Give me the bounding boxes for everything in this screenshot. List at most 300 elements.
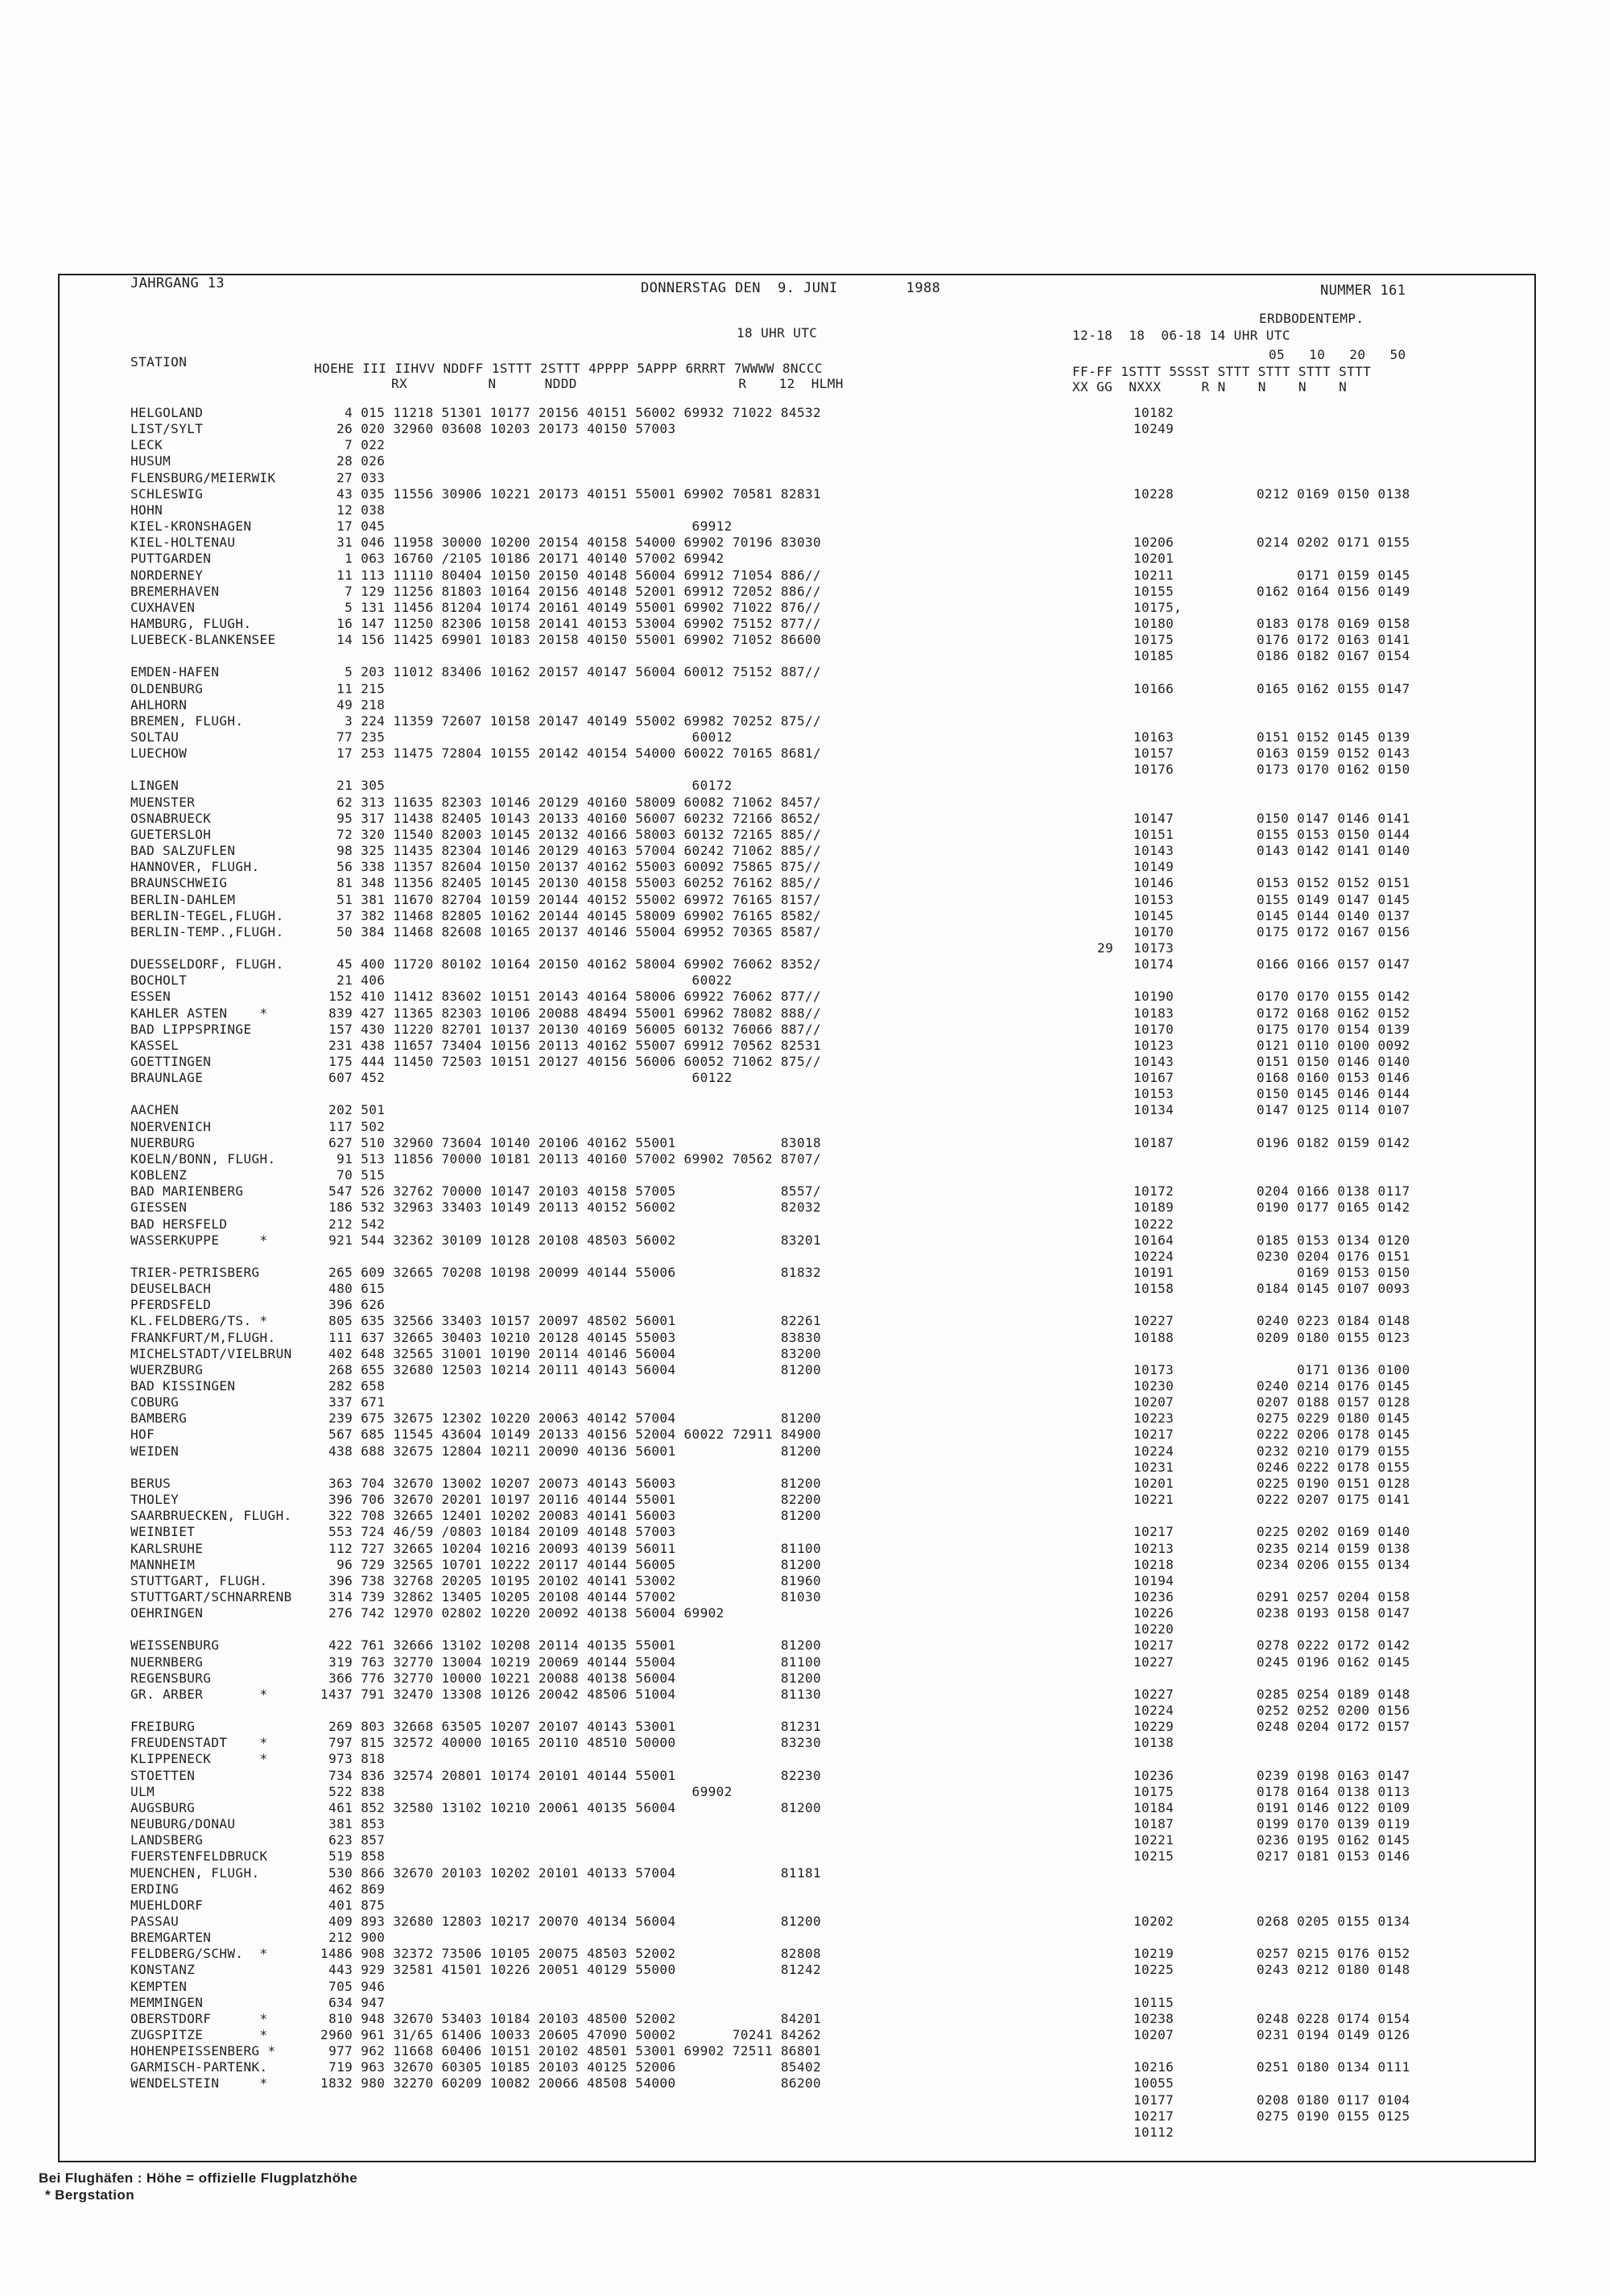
station-values: 17 045 69912 [312,518,733,535]
pressure-value: 10155 [1133,583,1174,599]
station-name: BAD LIPPSPRINGE [130,1021,252,1037]
soil-temperatures: 0145 0144 0140 0137 [1257,907,1410,923]
soil-temperatures: 0151 0152 0145 0139 [1257,729,1410,745]
station-values: 175 444 11450 72503 10151 20127 40156 56006 60052 71062 875// [312,1054,822,1069]
soil-temperatures: 0162 0164 0156 0149 [1257,583,1410,599]
pressure-value: 10143 [1133,1054,1174,1069]
header-main-codes: HOEHE III IIHVV NDDFF 1STTT 2STTT 4PPPP 5APPP 6RRRT 7WWWW 8NCCC [314,361,824,376]
station-name: OEHRINGEN [130,1605,204,1621]
station-name: CUXHAVEN [130,599,196,615]
pressure-value: 10231 [1133,1459,1174,1475]
station-name: STUTTGART, FLUGH. [130,1572,268,1588]
soil-temperatures: 0232 0210 0179 0155 [1257,1443,1410,1459]
station-values: 366 776 32770 10000 10221 20088 40138 56004 81200 [312,1670,822,1686]
soil-temperatures: 0150 0147 0146 0141 [1257,810,1410,826]
soil-temperatures: 0176 0172 0163 0141 [1257,632,1410,648]
soil-temperatures: 0251 0180 0134 0111 [1257,2059,1410,2075]
pressure-value: 10055 [1133,2075,1174,2092]
soil-temperatures: 0234 0206 0155 0134 [1257,1556,1410,1572]
soil-temperatures: 0278 0222 0172 0142 [1257,1637,1410,1654]
soil-temperatures: 0225 0190 0151 0128 [1257,1475,1410,1491]
station-name: HELGOLAND [130,405,204,420]
pressure-value: 10183 [1133,1005,1174,1021]
station-name: AACHEN [130,1102,180,1118]
station-name: GOETTINGEN [130,1054,212,1069]
station-values: 28 026 [312,453,386,469]
station-values: 1 063 16760 /2105 10186 20171 40140 57002 69942 [312,551,724,567]
header-right-subcodes: XX GG NXXX R N N N N [1072,379,1348,394]
soil-temperatures: 0217 0181 0153 0146 [1257,1848,1410,1864]
station-values: 623 857 [312,1832,386,1848]
soil-temperatures: 0207 0188 0157 0128 [1257,1394,1410,1410]
soil-temperatures: 0238 0193 0158 0147 [1257,1605,1410,1621]
station-values: 276 742 12970 02802 10220 20092 40138 56004 69902 [312,1605,724,1621]
soil-temperatures: 0150 0145 0146 0144 [1257,1086,1410,1102]
station-values: 21 305 60172 [312,778,733,794]
station-name: WASSERKUPPE * [130,1232,268,1248]
pressure-value: 10236 [1133,1588,1174,1604]
station-values: 322 708 32665 12401 10202 20083 40141 56003 81200 [312,1508,822,1524]
pressure-value: 10167 [1133,1070,1174,1086]
soil-temperatures: 0236 0195 0162 0145 [1257,1832,1410,1848]
issue-date: DONNERSTAG DEN 9. JUNI 1988 [641,280,941,296]
station-values: 51 381 11670 82704 10159 20144 40152 55002 69972 76165 8157/ [312,891,822,907]
station-name: NUERNBERG [130,1654,204,1670]
pressure-value: 10153 [1133,891,1174,907]
station-name: BREMEN, FLUGH. [130,712,244,729]
station-values: 3 224 11359 72607 10158 20147 40149 55002 69982 70252 875// [312,712,822,729]
station-values: 7 022 [312,437,386,453]
station-name: BERLIN-DAHLEM [130,891,236,907]
station-values: 337 671 [312,1394,386,1410]
station-name: GARMISCH-PARTENK. [130,2059,268,2075]
pressure-value: 10230 [1133,1378,1174,1394]
station-values: 98 325 11435 82304 10146 20129 40163 57004 60242 71062 885// [312,843,822,859]
station-values: 567 685 11545 43604 10149 20133 40156 52004 60022 72911 84900 [312,1427,822,1443]
station-name: BERUS [130,1475,171,1491]
soil-temperatures: 0165 0162 0155 0147 [1257,680,1410,696]
station-name: BAD MARIENBERG [130,1183,244,1200]
pressure-value: 10163 [1133,729,1174,745]
station-name: FLENSBURG/MEIERWIK [130,469,276,485]
station-name: MUEHLDORF [130,1897,204,1913]
header-erdbodentemp: ERDBODENTEMP. [1259,311,1364,326]
station-values: 705 946 [312,1978,386,1994]
station-values: 49 218 [312,696,386,712]
pressure-value: 10217 [1133,2108,1174,2124]
pressure-value: 10201 [1133,1475,1174,1491]
station-name: BERLIN-TEGEL,FLUGH. [130,907,284,923]
station-name: BOCHOLT [130,972,188,989]
station-name: AHLHORN [130,696,188,712]
soil-temperatures: 0175 0172 0167 0156 [1257,923,1410,939]
soil-temperatures: 0222 0206 0178 0145 [1257,1427,1410,1443]
station-name: BREMERHAVEN [130,583,220,599]
station-values: 16 147 11250 82306 10158 20141 40153 53004 69902 75152 877// [312,615,822,631]
station-values: 268 655 32680 12503 10214 20111 40143 56004 81200 [312,1361,822,1377]
pressure-value: 10228 [1133,485,1174,502]
station-values: 462 869 [312,1881,386,1897]
soil-temperatures: 0173 0170 0162 0150 [1257,762,1410,778]
pressure-value: 10219 [1133,1946,1174,1962]
station-name: WENDELSTEIN * [130,2075,268,2092]
station-name: MEMMINGEN [130,1994,204,2010]
station-name: KIEL-HOLTENAU [130,535,236,551]
pressure-value: 10236 [1133,1767,1174,1783]
station-name: ERDING [130,1881,180,1897]
station-name: SAARBRUECKEN, FLUGH. [130,1508,292,1524]
station-values: 265 609 32665 70208 10198 20099 40144 55006 81832 [312,1264,822,1280]
station-values: 17 253 11475 72804 10155 20142 40154 54000 60022 70165 8681/ [312,745,822,762]
station-values: 11 215 [312,680,386,696]
station-name: KAHLER ASTEN * [130,1005,268,1021]
header-18-uhr-utc: 18 UHR UTC [737,325,818,341]
soil-temperatures: 0268 0205 0155 0134 [1257,1913,1410,1929]
pressure-value: 10222 [1133,1216,1174,1232]
station-name: BAD HERSFELD [130,1216,228,1232]
header-right-codes: FF-FF 1STTT 5SSST STTT STTT STTT STTT [1072,364,1372,379]
station-values: 1486 908 32372 73506 10105 20075 48503 52002 82808 [312,1946,822,1962]
soil-temperatures: 0175 0170 0154 0139 [1257,1021,1410,1037]
pressure-value: 10177 [1133,2092,1174,2108]
station-values: 231 438 11657 73404 10156 20113 40162 55007 69912 70562 82531 [312,1037,822,1053]
station-name: STUTTGART/SCHNARRENB [130,1588,292,1604]
station-values: 202 501 [312,1102,386,1118]
soil-temperatures: 0231 0194 0149 0126 [1257,2027,1410,2042]
station-values: 810 948 32670 53403 10184 20103 48500 52002 84201 [312,2010,822,2026]
pressure-value: 10170 [1133,923,1174,939]
soil-temperatures: 0185 0153 0134 0120 [1257,1232,1410,1248]
station-values: 797 815 32572 40000 10165 20110 48510 50000 83230 [312,1735,822,1751]
pressure-value: 10174 [1133,956,1174,972]
station-name: BAD KISSINGEN [130,1378,236,1394]
station-name: FREIBURG [130,1719,196,1735]
station-values: 977 962 11668 60406 10151 20102 48501 53001 69902 72511 86801 [312,2043,822,2059]
pressure-value: 10149 [1133,859,1174,875]
station-name: MUENCHEN, FLUGH. [130,1864,260,1881]
station-values: 396 738 32768 20205 10195 20102 40141 53002 81960 [312,1572,822,1588]
soil-temperatures: 0212 0169 0150 0138 [1257,485,1410,502]
station-values: 27 033 [312,469,386,485]
pressure-value: 10221 [1133,1832,1174,1848]
soil-temperatures: 0169 0153 0150 [1257,1264,1410,1280]
station-values: 62 313 11635 82303 10146 20129 40160 58009 60082 71062 8457/ [312,794,822,810]
station-values: 402 648 32565 31001 10190 20114 40146 56004 83200 [312,1345,822,1361]
pressure-value: 10207 [1133,2027,1174,2042]
soil-temperatures: 0143 0142 0141 0140 [1257,843,1410,859]
station-name: ESSEN [130,989,171,1005]
soil-temperatures: 0245 0196 0162 0145 [1257,1654,1410,1670]
station-name: TRIER-PETRISBERG [130,1264,260,1280]
station-values: 56 338 11357 82604 10150 20137 40162 55003 60092 75865 875// [312,859,822,875]
pressure-value: 10134 [1133,1102,1174,1118]
pressure-value: 10227 [1133,1313,1174,1329]
jahrgang: JAHRGANG 13 [130,275,225,291]
soil-temperatures: 0121 0110 0100 0092 [1257,1037,1410,1053]
station-values: 112 727 32665 10204 10216 20093 40139 56011 81100 [312,1540,822,1556]
header-depths: 05 10 20 50 [1269,347,1406,362]
station-name: KASSEL [130,1037,180,1053]
station-name: LINGEN [130,778,180,794]
station-name: KIEL-KRONSHAGEN [130,518,252,535]
soil-temperatures: 0275 0190 0155 0125 [1257,2108,1410,2124]
station-values: 461 852 32580 13102 10210 20061 40135 56004 81200 [312,1799,822,1815]
station-values: 186 532 32963 33403 10149 20113 40152 56002 82032 [312,1200,822,1216]
station-values: 401 875 [312,1897,386,1913]
station-name: KOELN/BONN, FLUGH. [130,1150,276,1167]
pressure-value: 10207 [1133,1394,1174,1410]
pressure-value: 10201 [1133,551,1174,567]
soil-temperatures: 0235 0214 0159 0138 [1257,1540,1410,1556]
station-name: ULM [130,1783,155,1799]
station-name: GR. ARBER * [130,1686,268,1702]
station-values: 530 866 32670 20103 10202 20101 40133 57004 81181 [312,1864,822,1881]
station-values: 81 348 11356 82405 10145 20130 40158 55003 60252 76162 885// [312,875,822,891]
pressure-value: 10115 [1133,1994,1174,2010]
station-name: REGENSBURG [130,1670,212,1686]
soil-temperatures: 0184 0145 0107 0093 [1257,1281,1410,1297]
pressure-value: 10217 [1133,1637,1174,1654]
soil-temperatures: 0239 0198 0163 0147 [1257,1767,1410,1783]
pressure-value: 10224 [1133,1248,1174,1264]
station-name: BAMBERG [130,1410,188,1427]
station-values: 973 818 [312,1751,386,1767]
pressure-value: 10215 [1133,1848,1174,1864]
station-values: 239 675 32675 12302 10220 20063 40142 57004 81200 [312,1410,822,1427]
station-name: COBURG [130,1394,180,1410]
pressure-value: 10189 [1133,1200,1174,1216]
station-values: 363 704 32670 13002 10207 20073 40143 56003 81200 [312,1475,822,1491]
soil-temperatures: 0222 0207 0175 0141 [1257,1492,1410,1508]
pressure-value: 10164 [1133,1232,1174,1248]
pressure-value: 10190 [1133,989,1174,1005]
station-name: SOLTAU [130,729,180,745]
station-values: 480 615 [312,1281,386,1297]
pressure-value: 10217 [1133,1524,1174,1540]
pressure-value: 10249 [1133,421,1174,437]
pressure-value: 10182 [1133,405,1174,420]
ff-value: 29 [1097,939,1114,956]
station-values: 553 724 46/59 /0803 10184 20109 40148 57003 [312,1524,676,1540]
pressure-value: 10238 [1133,2010,1174,2026]
station-values: 1437 791 32470 13308 10126 20042 48506 51004 81130 [312,1686,822,1702]
station-name: FELDBERG/SCHW. * [130,1946,268,1962]
soil-temperatures: 0151 0150 0146 0140 [1257,1054,1410,1069]
station-values: 45 400 11720 80102 10164 20150 40162 58004 69902 76062 8352/ [312,956,822,972]
pressure-value: 10225 [1133,1962,1174,1978]
station-values: 522 838 69902 [312,1783,733,1799]
station-name: LIST/SYLT [130,421,204,437]
pressure-value: 10112 [1133,2124,1174,2140]
station-values: 152 410 11412 83602 10151 20143 40164 58006 69922 76062 877// [312,989,822,1005]
station-values: 212 542 [312,1216,386,1232]
pressure-value: 10157 [1133,745,1174,762]
pressure-value: 10227 [1133,1654,1174,1670]
station-values: 14 156 11425 69901 10183 20158 40150 55001 69902 71052 86600 [312,632,822,648]
station-name: BREMGARTEN [130,1930,212,1946]
station-name: OBERSTDORF * [130,2010,268,2026]
soil-temperatures: 0155 0153 0150 0144 [1257,826,1410,842]
station-values: 547 526 32762 70000 10147 20103 40158 57005 8557/ [312,1183,822,1200]
pressure-value: 10180 [1133,615,1174,631]
soil-temperatures: 0168 0160 0153 0146 [1257,1070,1410,1086]
soil-temperatures: 0178 0164 0138 0113 [1257,1783,1410,1799]
station-name: NOERVENICH [130,1118,212,1134]
station-name: LECK [130,437,163,453]
pressure-value: 10143 [1133,843,1174,859]
station-values: 396 626 [312,1297,386,1313]
station-values: 26 020 32960 03608 10203 20173 40150 57003 [312,421,676,437]
soil-temperatures: 0291 0257 0204 0158 [1257,1588,1410,1604]
station-values: 2960 961 31/65 61406 10033 20605 47090 50002 70241 84262 [312,2027,822,2042]
station-values: 37 382 11468 82805 10162 20144 40145 58009 69902 76165 8582/ [312,907,822,923]
pressure-value: 10175 [1133,632,1174,648]
pressure-value: 10147 [1133,810,1174,826]
soil-temperatures: 0208 0180 0117 0104 [1257,2092,1410,2108]
station-values: 319 763 32770 13004 10219 20069 40144 55004 81100 [312,1654,822,1670]
pressure-value: 10185 [1133,648,1174,664]
station-name: NORDERNEY [130,567,204,583]
station-name: OLDENBURG [130,680,204,696]
soil-temperatures: 0190 0177 0165 0142 [1257,1200,1410,1216]
soil-temperatures: 0163 0159 0152 0143 [1257,745,1410,762]
station-values: 95 317 11438 82405 10143 20133 40160 56007 60232 72166 8652/ [312,810,822,826]
station-values: 7 129 11256 81803 10164 20156 40148 52001 69912 72052 886// [312,583,822,599]
station-name: KARLSRUHE [130,1540,204,1556]
station-values: 4 015 11218 51301 10177 20156 40151 56002 69932 71022 84532 [312,405,822,420]
station-name: BERLIN-TEMP.,FLUGH. [130,923,284,939]
station-name: HUSUM [130,453,171,469]
soil-temperatures: 0248 0204 0172 0157 [1257,1719,1410,1735]
station-values: 50 384 11468 82608 10165 20137 40146 55004 69952 70365 8587/ [312,923,822,939]
soil-temperatures: 0243 0212 0180 0148 [1257,1962,1410,1978]
station-name: FRANKFURT/M,FLUGH. [130,1329,276,1345]
station-values: 117 502 [312,1118,386,1134]
station-name: NEUBURG/DONAU [130,1816,236,1832]
station-name: KONSTANZ [130,1962,196,1978]
station-values: 269 803 32668 63505 10207 20107 40143 53001 81231 [312,1719,822,1735]
pressure-value: 10220 [1133,1621,1174,1637]
station-name: KLIPPENECK * [130,1751,268,1767]
station-name: BRAUNSCHWEIG [130,875,228,891]
pressure-value: 10173 [1133,1361,1174,1377]
pressure-value: 10229 [1133,1719,1174,1735]
station-values: 734 836 32574 20801 10174 20101 40144 55001 82230 [312,1767,822,1783]
soil-temperatures: 0186 0182 0167 0154 [1257,648,1410,664]
pressure-value: 10151 [1133,826,1174,842]
station-values: 1832 980 32270 60209 10082 20066 48508 54000 86200 [312,2075,822,2092]
pressure-value: 10146 [1133,875,1174,891]
station-values: 921 544 32362 30109 10128 20108 48503 56002 83201 [312,1232,822,1248]
pressure-value: 10206 [1133,535,1174,551]
station-name: KOBLENZ [130,1167,188,1183]
pressure-value: 10202 [1133,1913,1174,1929]
soil-temperatures: 0171 0136 0100 [1257,1361,1410,1377]
station-name: LUECHOW [130,745,188,762]
soil-temperatures: 0166 0166 0157 0147 [1257,956,1410,972]
footnote-bergstation: * Bergstation [45,2187,134,2203]
soil-temperatures: 0252 0252 0200 0156 [1257,1703,1410,1718]
station-name: SCHLESWIG [130,485,204,502]
station-name: KL.FELDBERG/TS. * [130,1313,268,1329]
station-name: HAMBURG, FLUGH. [130,615,252,631]
station-name: THOLEY [130,1492,180,1508]
station-values: 839 427 11365 82303 10106 20088 48494 55001 69962 78082 888// [312,1005,822,1021]
station-values: 111 637 32665 30403 10210 20128 40145 55003 83830 [312,1329,822,1345]
footnote-airports: Bei Flughäfen : Höhe = offizielle Flugplatzhöhe [39,2170,358,2186]
pressure-value: 10211 [1133,567,1174,583]
soil-temperatures: 0230 0204 0176 0151 [1257,1248,1410,1264]
soil-temperatures: 0214 0202 0171 0155 [1257,535,1410,551]
pressure-value: 10145 [1133,907,1174,923]
station-name: HOHENPEISSENBERG * [130,2043,276,2059]
soil-temperatures: 0183 0178 0169 0158 [1257,615,1410,631]
pressure-value: 10153 [1133,1086,1174,1102]
pressure-value: 10191 [1133,1264,1174,1280]
station-values: 21 406 60022 [312,972,733,989]
pressure-value: 10224 [1133,1443,1174,1459]
station-values: 72 320 11540 82003 10145 20132 40166 58003 60132 72165 885// [312,826,822,842]
station-name: PASSAU [130,1913,180,1929]
pressure-value: 10194 [1133,1572,1174,1588]
pressure-value: 10223 [1133,1410,1174,1427]
station-values: 422 761 32666 13102 10208 20114 40135 55001 81200 [312,1637,822,1654]
station-name: DUESSELDORF, FLUGH. [130,956,284,972]
station-name: NUERBURG [130,1134,196,1150]
station-values: 443 929 32581 41501 10226 20051 40129 55000 81242 [312,1962,822,1978]
station-values: 634 947 [312,1994,386,2010]
station-name: PUTTGARDEN [130,551,212,567]
station-values: 157 430 11220 82701 10137 20130 40169 56005 60132 76066 887// [312,1021,822,1037]
soil-temperatures: 0225 0202 0169 0140 [1257,1524,1410,1540]
pressure-value: 10123 [1133,1037,1174,1053]
station-values: 396 706 32670 20201 10197 20116 40144 55001 82200 [312,1492,822,1508]
header-times: 12-18 18 06-18 14 UHR UTC [1072,328,1290,343]
pressure-value: 10187 [1133,1134,1174,1150]
station-name: DEUSELBACH [130,1281,212,1297]
soil-temperatures: 0285 0254 0189 0148 [1257,1686,1410,1702]
pressure-value: 10173 [1133,939,1174,956]
station-name: HANNOVER, FLUGH. [130,859,260,875]
header-station: STATION [130,354,188,370]
station-name: STOETTEN [130,1767,196,1783]
pressure-value: 10188 [1133,1329,1174,1345]
station-name: OSNABRUECK [130,810,212,826]
station-name: LANDSBERG [130,1832,204,1848]
header-main-subcodes: RX N NDDD R 12 HLMH [391,376,844,391]
station-name: EMDEN-HAFEN [130,664,220,680]
station-values: 409 893 32680 12803 10217 20070 40134 56004 81200 [312,1913,822,1929]
pressure-value: 10158 [1133,1281,1174,1297]
soil-temperatures: 0171 0159 0145 [1257,567,1410,583]
soil-temperatures: 0199 0170 0139 0119 [1257,1816,1410,1832]
station-name: FUERSTENFELDBRUCK [130,1848,268,1864]
station-name: ZUGSPITZE * [130,2027,268,2042]
station-name: MUENSTER [130,794,196,810]
station-values: 627 510 32960 73604 10140 20106 40162 55001 83018 [312,1134,822,1150]
pressure-value: 10221 [1133,1492,1174,1508]
soil-temperatures: 0275 0229 0180 0145 [1257,1410,1410,1427]
soil-temperatures: 0240 0214 0176 0145 [1257,1378,1410,1394]
station-values: 5 203 11012 83406 10162 20157 40147 56004 60012 75152 887// [312,664,822,680]
pressure-value: 10218 [1133,1556,1174,1572]
station-name: BRAUNLAGE [130,1070,204,1086]
station-values: 607 452 60122 [312,1070,733,1086]
soil-temperatures: 0209 0180 0155 0123 [1257,1329,1410,1345]
soil-temperatures: 0172 0168 0162 0152 [1257,1005,1410,1021]
soil-temperatures: 0191 0146 0122 0109 [1257,1799,1410,1815]
station-name: MICHELSTADT/VIELBRUN [130,1345,292,1361]
